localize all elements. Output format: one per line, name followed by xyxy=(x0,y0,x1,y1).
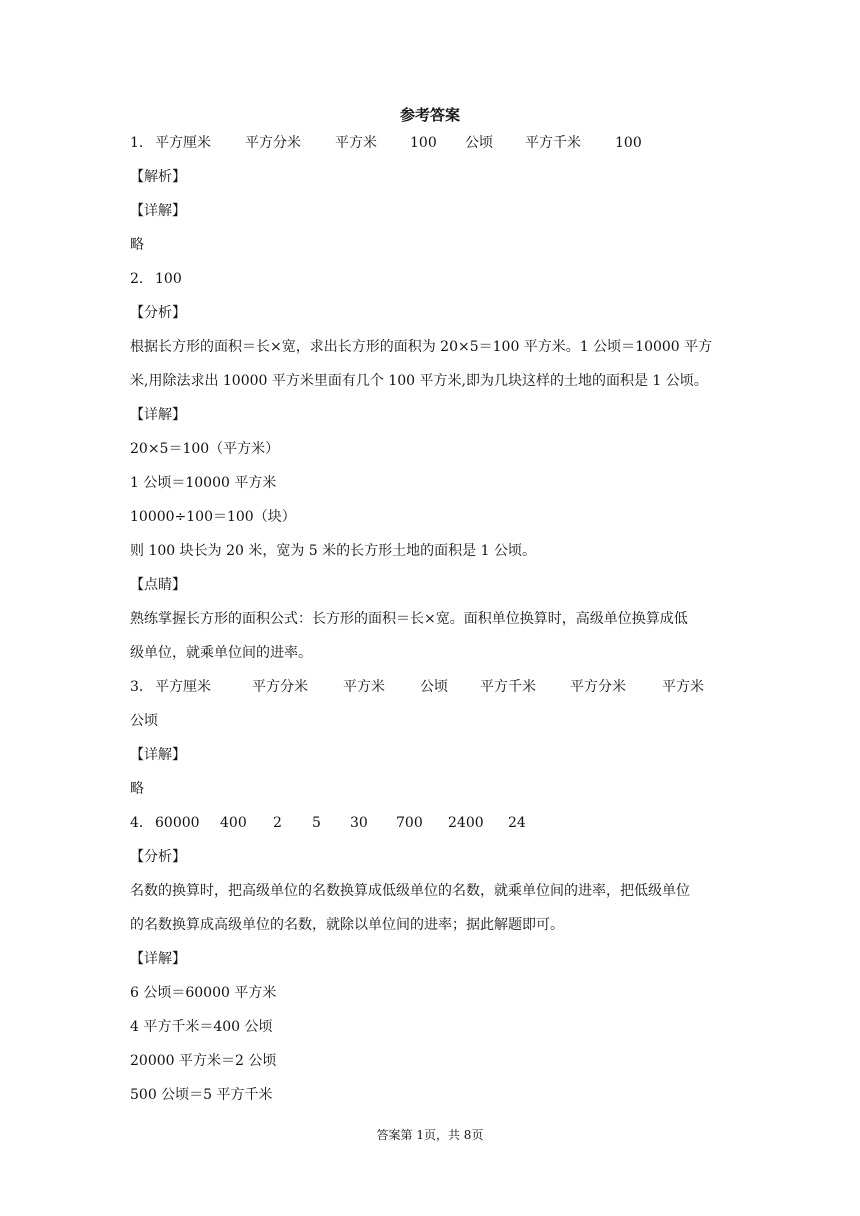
q1-detail: 略 xyxy=(130,237,144,253)
q2-number: 2． xyxy=(130,271,153,287)
q1-answer-6: 平方千米 xyxy=(525,135,581,151)
q1-answer-3: 平方米 xyxy=(335,135,377,151)
q4-answer-7: 2400 xyxy=(448,815,484,831)
q1-answer-4: 100 xyxy=(410,135,437,151)
q4-answer-4: 5 xyxy=(312,815,321,831)
q4-step1: 6 公顷＝60000 平方米 xyxy=(130,985,277,1001)
q2-step3: 10000÷100＝100（块） xyxy=(130,509,296,525)
q1-answer-2: 平方分米 xyxy=(245,135,301,151)
q4-answer-1: 60000 xyxy=(155,815,200,831)
q1-answer-5: 公顷 xyxy=(465,135,493,151)
page-title: 参考答案 xyxy=(399,106,460,124)
q2-step1: 20×5＝100（平方米） xyxy=(130,441,280,457)
q4-answer-3: 2 xyxy=(273,815,282,831)
q4-analysis-line1: 名数的换算时，把高级单位的名数换算成低级单位的名数，就乘单位间的进率，把低级单位 xyxy=(130,883,690,899)
q3-number: 3． xyxy=(130,679,153,695)
q4-step4: 500 公顷＝5 平方千米 xyxy=(130,1087,273,1103)
q1-answer-7: 100 xyxy=(615,135,642,151)
q3-answer-6: 平方分米 xyxy=(570,679,626,695)
q4-answer-5: 30 xyxy=(350,815,368,831)
page-footer: 答案第 1页，共 8页 xyxy=(376,1128,484,1142)
q3-answer-3: 平方米 xyxy=(343,679,385,695)
q2-tip-line2: 级单位，就乘单位间的进率。 xyxy=(130,645,312,661)
q1-jiexi-heading: 【解析】 xyxy=(130,169,186,185)
q3-answer-2: 平方分米 xyxy=(252,679,308,695)
q1-number: 1． xyxy=(130,135,153,151)
q2-tip-line1: 熟练掌握长方形的面积公式：长方形的面积＝长×宽。面积单位换算时，高级单位换算成低 xyxy=(130,611,688,627)
q3-answer-row xyxy=(130,676,740,698)
q4-xiangjie-heading: 【详解】 xyxy=(130,951,186,967)
q3-answer-1: 平方厘米 xyxy=(155,679,211,695)
q1-xiangjie-heading: 【详解】 xyxy=(130,203,186,219)
q4-step2: 4 平方千米＝400 公顷 xyxy=(130,1019,273,1035)
q1-answer-row xyxy=(130,132,740,154)
q2-answer-row xyxy=(130,268,740,290)
q2-xiangjie-heading: 【详解】 xyxy=(130,407,186,423)
q1-answer-1: 平方厘米 xyxy=(155,135,211,151)
q4-answer-row xyxy=(130,812,740,834)
q3-xiangjie-heading: 【详解】 xyxy=(130,747,186,763)
q4-answer-8: 24 xyxy=(508,815,526,831)
q2-fenxi-heading: 【分析】 xyxy=(130,305,186,321)
q2-answer: 100 xyxy=(155,271,182,287)
q2-step4: 则 100 块长为 20 米，宽为 5 米的长方形土地的面积是 1 公顷。 xyxy=(130,543,536,559)
q3-answer-5: 平方千米 xyxy=(480,679,536,695)
q2-analysis-line2: 米,用除法求出 10000 平方米里面有几个 100 平方米,即为几块这样的土地的面积是 1 公顷。 xyxy=(130,373,708,389)
q4-answer-6: 700 xyxy=(396,815,423,831)
q3-answer-4: 公顷 xyxy=(420,679,448,695)
q3-detail: 略 xyxy=(130,781,144,797)
q4-analysis-line2: 的名数换算成高级单位的名数，就除以单位间的进率；据此解题即可。 xyxy=(130,917,564,933)
q2-analysis-line1: 根据长方形的面积＝长×宽，求出长方形的面积为 20×5＝100 平方米。1 公顷＝10000 平方 xyxy=(130,339,713,355)
q2-dianjing-heading: 【点睛】 xyxy=(130,577,186,593)
q4-number: 4． xyxy=(130,815,153,831)
q4-step3: 20000 平方米＝2 公顷 xyxy=(130,1053,277,1069)
q3-answer-7: 平方米 xyxy=(662,679,704,695)
q4-fenxi-heading: 【分析】 xyxy=(130,849,186,865)
q2-step2: 1 公顷＝10000 平方米 xyxy=(130,475,277,491)
q3-answer-wrap: 公顷 xyxy=(130,713,158,729)
q4-answer-2: 400 xyxy=(220,815,247,831)
